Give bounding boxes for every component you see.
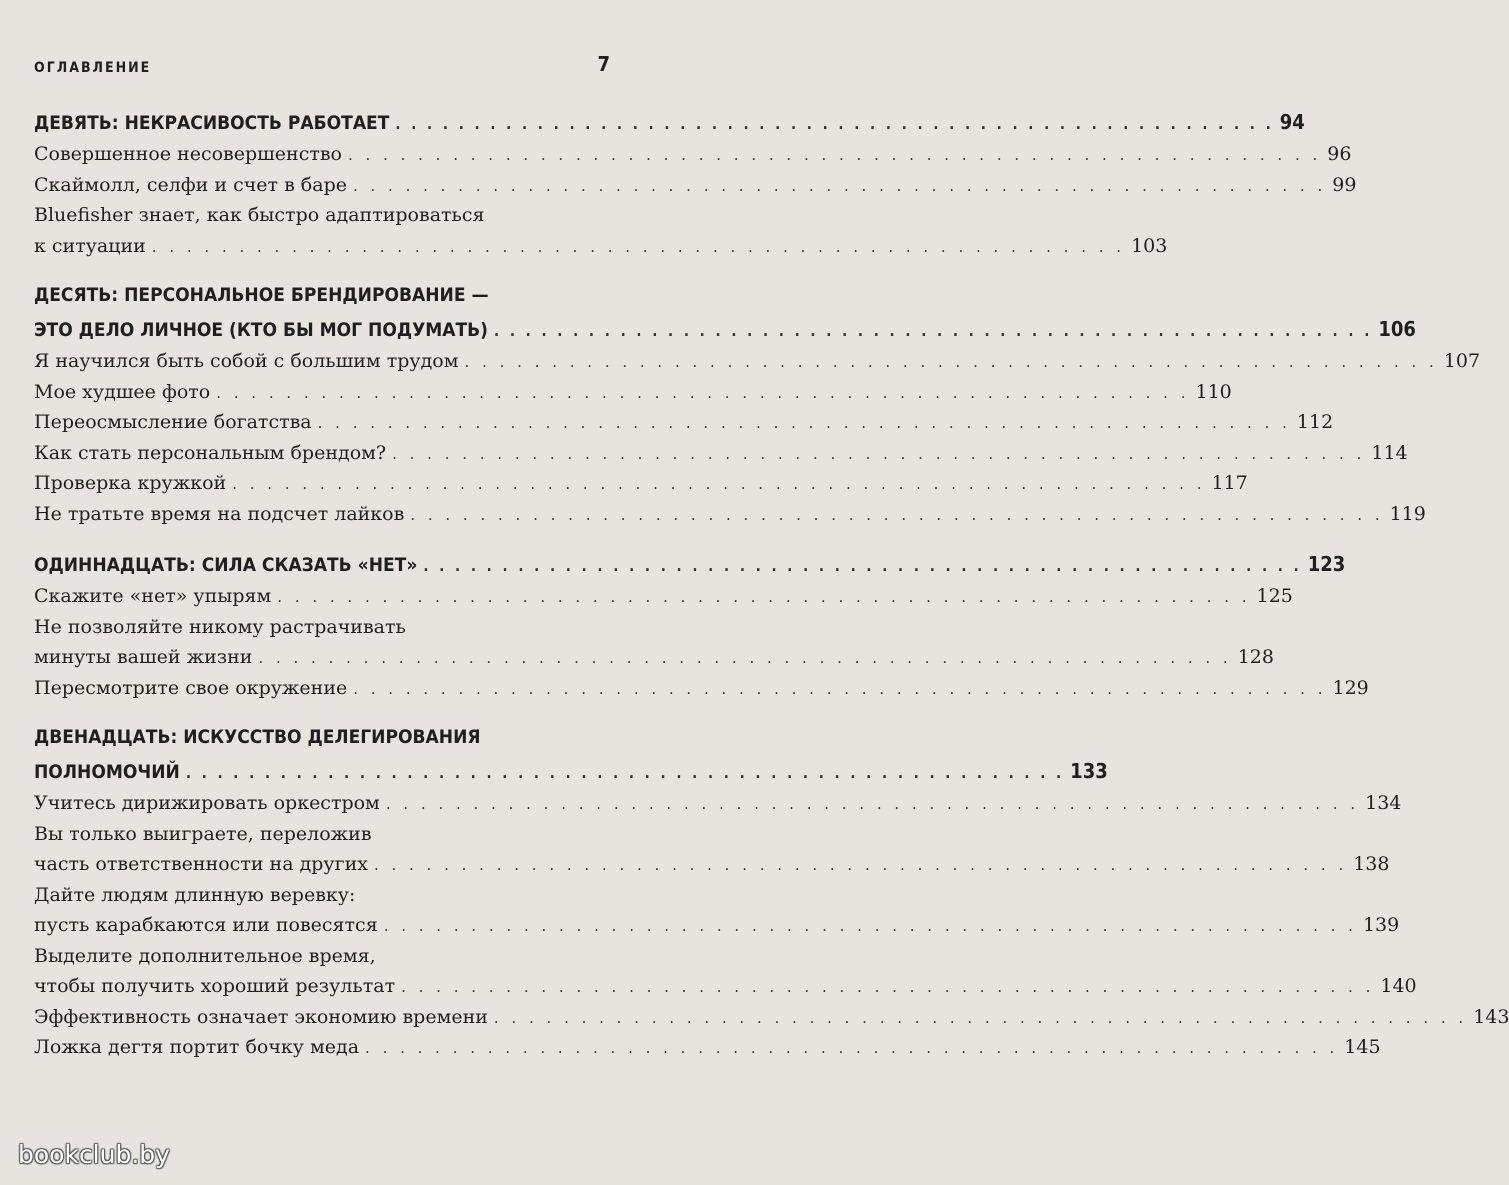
toc-entry-line — [34, 853, 1390, 884]
entry-title: Выделите дополнительное время, — [34, 944, 376, 967]
chapter-title: ДВЕНАДЦАТЬ: ИСКУССТВО ДЕЛЕГИРОВАНИЯ — [34, 726, 481, 748]
dot-leader: . . . . . . . . . . . . . . . . . . . . . . . . . . . . . . . . . . . . . . . . . . . . . . . . . . . . . . . . — [365, 1039, 1339, 1057]
chapter-section — [34, 552, 1369, 707]
toc-entry-line — [34, 1036, 1381, 1067]
entry-page-number: 117 — [1211, 472, 1248, 494]
entry-page-number: 143 — [1473, 1005, 1509, 1028]
dot-leader: . . . . . . . . . . . . . . . . . . . . . . . . . . . . . . . . . . . . . . . . . . . . . . . . . . . . . . . . — [392, 444, 1366, 463]
entry-title: Скаймолл, селфи и счет в баре — [34, 173, 347, 196]
entry-page-number: 119 — [1389, 502, 1426, 525]
entry-title: Не тратьте время на подсчет лайков — [34, 502, 405, 525]
entry-title: часть ответственности на других — [34, 853, 368, 875]
dot-leader: . . . . . . . . . . . . . . . . . . . . . . . . . . . . . . . . . . . . . . . . . . . . . . . . . . . . . . . . — [348, 146, 1322, 164]
entry-title: Вы только выиграете, переложив — [34, 822, 372, 845]
chapter-section — [34, 726, 1509, 1067]
toc-entry-line — [34, 792, 1402, 823]
entry-page-number: 107 — [1443, 350, 1481, 372]
toc-entry-line — [34, 646, 1274, 677]
chapter-page-number: 106 — [1378, 317, 1416, 341]
entry-title: Учитесь дирижировать оркестром — [34, 792, 380, 814]
entry-page-number: 128 — [1237, 646, 1274, 668]
dot-leader: . . . . . . . . . . . . . . . . . . . . . . . . . . . . . . . . . . . . . . . . . . . . . . . . . . . . . . . . — [401, 978, 1375, 996]
toc-entry-line — [34, 411, 1334, 442]
dot-leader: . . . . . . . . . . . . . . . . . . . . . . . . . . . . . . . . . . . . . . . . . . . . . . . . . . . . . . . . — [185, 764, 1065, 782]
entry-page-number: 99 — [1332, 173, 1357, 196]
toc-entry-line — [34, 914, 1400, 945]
entry-title: пусть карабкаются или повесятся — [34, 914, 378, 936]
page-number: 7 — [597, 52, 610, 76]
dot-leader: . . . . . . . . . . . . . . . . . . . . . . . . . . . . . . . . . . . . . . . . . . . . . . . . . . . . . . . . — [410, 505, 1384, 524]
toc-entry-line — [34, 204, 610, 235]
entry-title: Скажите «нет» упырям — [34, 585, 272, 607]
toc-entry-line — [34, 173, 1357, 205]
entry-page-number: 134 — [1365, 792, 1402, 814]
entry-page-number: 125 — [1256, 585, 1293, 607]
chapter-title: ПОЛНОМОЧИЙ — [34, 761, 180, 783]
running-head-title: ОГЛАВЛЕНИЕ — [34, 60, 152, 76]
chapter-section — [34, 110, 1357, 265]
toc-entry-line — [34, 502, 1426, 534]
entry-title: Bluefisher знает, как быстро адаптироваться — [34, 204, 485, 226]
dot-leader: . . . . . . . . . . . . . . . . . . . . . . . . . . . . . . . . . . . . . . . . . . . . . . . . . . . . . . . . — [373, 856, 1348, 874]
toc-entry-line — [34, 616, 610, 647]
chapter-page-number: 94 — [1279, 110, 1305, 134]
chapter-title: ЭТО ДЕЛО ЛИЧНОЕ (КТО БЫ МОГ ПОДУМАТЬ) — [34, 319, 488, 341]
toc-entry-line — [34, 1005, 1509, 1037]
toc-entry-line — [34, 945, 610, 976]
entry-page-number: 129 — [1332, 676, 1369, 699]
chapter-heading-line — [34, 726, 610, 759]
entry-title: Эффективность означает экономию времени — [34, 1005, 488, 1028]
watermark: bookclub.by — [18, 1140, 170, 1169]
entry-title: Я научился быть собой с большим трудом — [34, 350, 459, 372]
entry-page-number: 139 — [1362, 914, 1400, 936]
dot-leader: . . . . . . . . . . . . . . . . . . . . . . . . . . . . . . . . . . . . . . . . . . . . . . . . . . . . . . . . — [464, 353, 1438, 371]
entry-page-number: 110 — [1195, 380, 1232, 403]
chapter-heading-line — [34, 284, 610, 317]
chapter-heading-line — [34, 110, 1305, 143]
toc-entry-line — [34, 472, 1248, 503]
dot-leader: . . . . . . . . . . . . . . . . . . . . . . . . . . . . . . . . . . . . . . . . . . . . . . . . . . . . . . . . — [395, 115, 1274, 133]
toc-entry-line — [34, 350, 1481, 381]
entry-title: Дайте людям длинную веревку: — [34, 883, 356, 906]
dot-leader: . . . . . . . . . . . . . . . . . . . . . . . . . . . . . . . . . . . . . . . . . . . . . . . . . . . . . . . . — [317, 414, 1291, 432]
dot-leader: . . . . . . . . . . . . . . . . . . . . . . . . . . . . . . . . . . . . . . . . . . . . . . . . . . . . . . . . — [258, 649, 1232, 667]
chapter-title: ОДИННАДЦАТЬ: СИЛА СКАЗАТЬ «НЕТ» — [34, 554, 418, 576]
chapter-heading-line — [34, 317, 1416, 350]
toc-entry-line — [34, 975, 1417, 1006]
chapter-heading-line — [34, 759, 1108, 792]
entry-title: к ситуации — [34, 234, 146, 257]
toc-entry-line — [34, 380, 1232, 412]
chapter-title: ДЕВЯТЬ: НЕКРАСИВОСТЬ РАБОТАЕТ — [34, 112, 390, 134]
book-page — [34, 0, 1509, 1185]
table-of-contents — [34, 110, 1509, 1086]
dot-leader: . . . . . . . . . . . . . . . . . . . . . . . . . . . . . . . . . . . . . . . . . . . . . . . . . . . . . . . . — [151, 237, 1126, 256]
dot-leader: . . . . . . . . . . . . . . . . . . . . . . . . . . . . . . . . . . . . . . . . . . . . . . . . . . . . . . . . — [353, 679, 1327, 698]
dot-leader: . . . . . . . . . . . . . . . . . . . . . . . . . . . . . . . . . . . . . . . . . . . . . . . . . . . . . . . . — [216, 383, 1190, 402]
entry-title: Переосмысление богатства — [34, 411, 312, 433]
toc-entry-line — [34, 823, 610, 854]
entry-page-number: 140 — [1380, 975, 1417, 997]
dot-leader: . . . . . . . . . . . . . . . . . . . . . . . . . . . . . . . . . . . . . . . . . . . . . . . . . . . . . . . . — [493, 1008, 1468, 1027]
entry-title: минуты вашей жизни — [34, 646, 253, 668]
dot-leader: . . . . . . . . . . . . . . . . . . . . . . . . . . . . . . . . . . . . . . . . . . . . . . . . . . . . . . . . — [232, 475, 1206, 493]
dot-leader: . . . . . . . . . . . . . . . . . . . . . . . . . . . . . . . . . . . . . . . . . . . . . . . . . . . . . . . . — [385, 795, 1360, 813]
toc-entry-line — [34, 676, 1369, 708]
entry-title: Как стать персональным брендом? — [34, 441, 387, 464]
entry-title: Пересмотрите свое окружение — [34, 676, 348, 699]
chapter-page-number: 133 — [1070, 759, 1108, 783]
entry-title: Не позволяйте никому растрачивать — [34, 615, 406, 638]
entry-page-number: 145 — [1344, 1036, 1381, 1058]
entry-page-number: 96 — [1327, 143, 1352, 165]
dot-leader: . . . . . . . . . . . . . . . . . . . . . . . . . . . . . . . . . . . . . . . . . . . . . . . . . . . . . . . . — [277, 588, 1251, 606]
entry-page-number: 138 — [1353, 853, 1390, 875]
entry-title: Мое худшее фото — [34, 380, 211, 403]
entry-title: Проверка кружкой — [34, 472, 227, 494]
chapter-heading-line — [34, 552, 1346, 585]
entry-page-number: 114 — [1371, 441, 1408, 464]
entry-page-number: 112 — [1296, 411, 1334, 433]
entry-page-number: 103 — [1131, 234, 1168, 257]
dot-leader: . . . . . . . . . . . . . . . . . . . . . . . . . . . . . . . . . . . . . . . . . . . . . . . . . . . . . . . . — [352, 176, 1327, 195]
chapter-section — [34, 284, 1481, 533]
entry-title: Совершенное несовершенство — [34, 143, 342, 165]
dot-leader: . . . . . . . . . . . . . . . . . . . . . . . . . . . . . . . . . . . . . . . . . . . . . . . . . . . . . . . . — [383, 917, 1357, 935]
dot-leader: . . . . . . . . . . . . . . . . . . . . . . . . . . . . . . . . . . . . . . . . . . . . . . . . . . . . . . . . — [423, 557, 1302, 575]
toc-entry-line — [34, 585, 1293, 616]
running-head — [34, 52, 610, 82]
toc-entry-line — [34, 234, 1168, 266]
toc-entry-line — [34, 441, 1408, 473]
chapter-title: ДЕСЯТЬ: ПЕРСОНАЛЬНОЕ БРЕНДИРОВАНИЕ — — [34, 284, 489, 306]
chapter-page-number: 123 — [1307, 552, 1346, 576]
dot-leader: . . . . . . . . . . . . . . . . . . . . . . . . . . . . . . . . . . . . . . . . . . . . . . . . . . . . . . . . — [494, 322, 1373, 340]
toc-entry-line — [34, 884, 610, 915]
entry-title: Ложка дегтя портит бочку меда — [34, 1036, 360, 1058]
entry-title: чтобы получить хороший результат — [34, 975, 396, 997]
toc-entry-line — [34, 143, 1352, 174]
